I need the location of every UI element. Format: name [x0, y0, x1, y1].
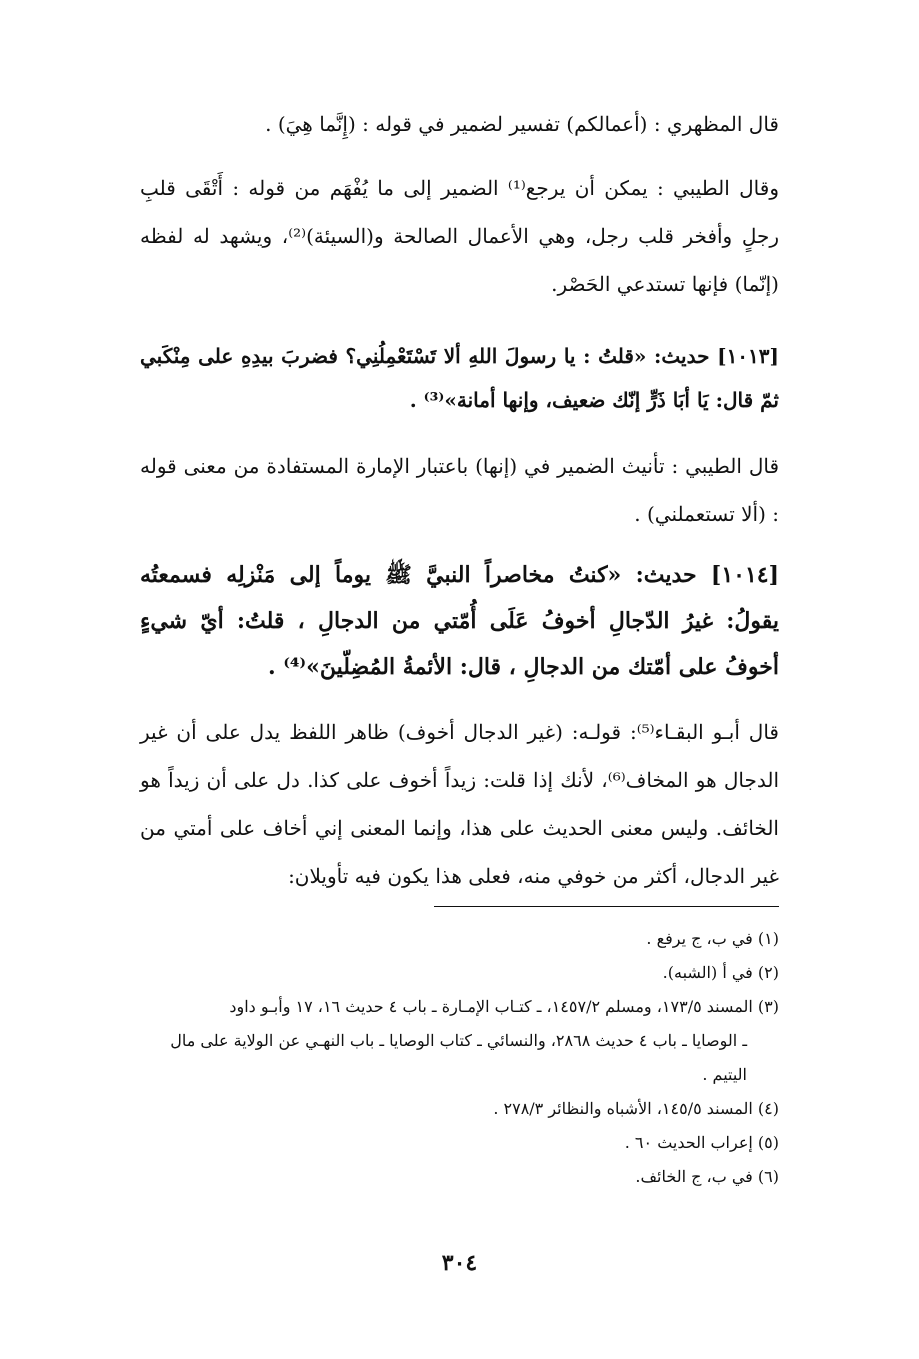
- footnote-3-line-2: ـ الوصايا ـ باب ٤ حديث ٢٨٦٨، والنسائي ـ كتاب الوصايا ـ باب النهـي عن الولاية على مال: [170, 1031, 747, 1050]
- hadith-1013: [140, 334, 779, 422]
- footnote-2: (٢) في أ (الشبه).: [662, 963, 779, 982]
- footnote-1: (١) في ب، ج يرفع .: [646, 929, 779, 948]
- paragraph-mazhari: [140, 100, 779, 148]
- footnotes: [130, 922, 779, 1194]
- paragraph-tibi-2-text: قال الطيبي : تأنيث الضمير في (إنها) باعتبار الإمارة المستفادة من معنى قوله : (ألا تستعملني) .: [140, 454, 779, 526]
- paragraph-abu-albaqa-text: قال أبـو البقـاء⁽⁵⁾: قولـه: (غير الدجال أخوف) ظاهر اللفظ يدل على أن غير الدجال هو المخاف⁽⁶⁾، لأنك إذا قلت: زيداً أخوف على كذا. دل على أن زيداً هو الخائف. وليس معنى الحديث على هذا، وإنما المعنى إني أخاف على أمتي من غير الدجال، أكثر من خوفي منه، فعلى هذا يكون فيه تأويلان:: [140, 720, 779, 888]
- hadith-1014-text: [١٠١٤] حديث: «كنتُ مخاصراً النبيَّ ﷺ يوماً إلى مَنْزلِه فسمعتُه يقولُ: غيرُ الدّجالِ أخوفُ عَلَى أُمّتي من الدجالِ ، قلتُ: أيّ شيءٍ أخوفُ على أمّتك من الدجالِ ، قال: الأئمةُ المُضِلّينَ»⁽⁴⁾ .: [140, 562, 779, 680]
- footnote-4: (٤) المسند ١٤٥/٥، الأشباه والنظائر ٢٧٨/٣ .: [493, 1099, 779, 1118]
- paragraph-abu-albaqa: [140, 708, 779, 900]
- footnote-6: (٦) في ب، ج الخائف.: [635, 1167, 779, 1186]
- footnote-5: (٥) إعراب الحديث ٦٠ .: [624, 1133, 779, 1152]
- footnote-divider: [434, 906, 779, 907]
- hadith-1013-text: [١٠١٣] حديث: «قلتُ : يا رسولَ اللهِ ألا تَسْتَعْمِلُنِي؟ فضربَ بيدِهِ على مِنْكَبي ثمّ قال: يَا أبَا ذَرٍّ إنّك ضعيف، وإنها أمانة»⁽³⁾ .: [140, 344, 779, 412]
- hadith-1014: [140, 552, 779, 690]
- paragraph-mazhari-text: قال المظهري : (أعمالكم) تفسير لضمير في قوله : (إِنَّما هِيَ) .: [265, 112, 779, 136]
- paragraph-tibi-1-text: وقال الطيبي : يمكن أن يرجع⁽¹⁾ الضمير إلى ما يُفْهَم من قوله : أَتْقَى قلبِ رجلٍ وأفخر قلب رجل، وهي الأعمال الصالحة و(السيئة)⁽²⁾، ويشهد له لفظه (إنّما) فإنها تستدعي الحَصْر.: [140, 176, 779, 296]
- footnote-3-line-3: اليتيم .: [702, 1065, 747, 1084]
- page-number: ٣٠٤: [441, 1250, 478, 1276]
- paragraph-tibi-1: [140, 164, 779, 308]
- footnote-3-line-1: (٣) المسند ١٧٣/٥، ومسلم ١٤٥٧/٢، ـ كتـاب الإمـارة ـ باب ٤ حديث ١٦، ١٧ وأبـو داود: [229, 997, 779, 1016]
- paragraph-tibi-2: [140, 442, 779, 538]
